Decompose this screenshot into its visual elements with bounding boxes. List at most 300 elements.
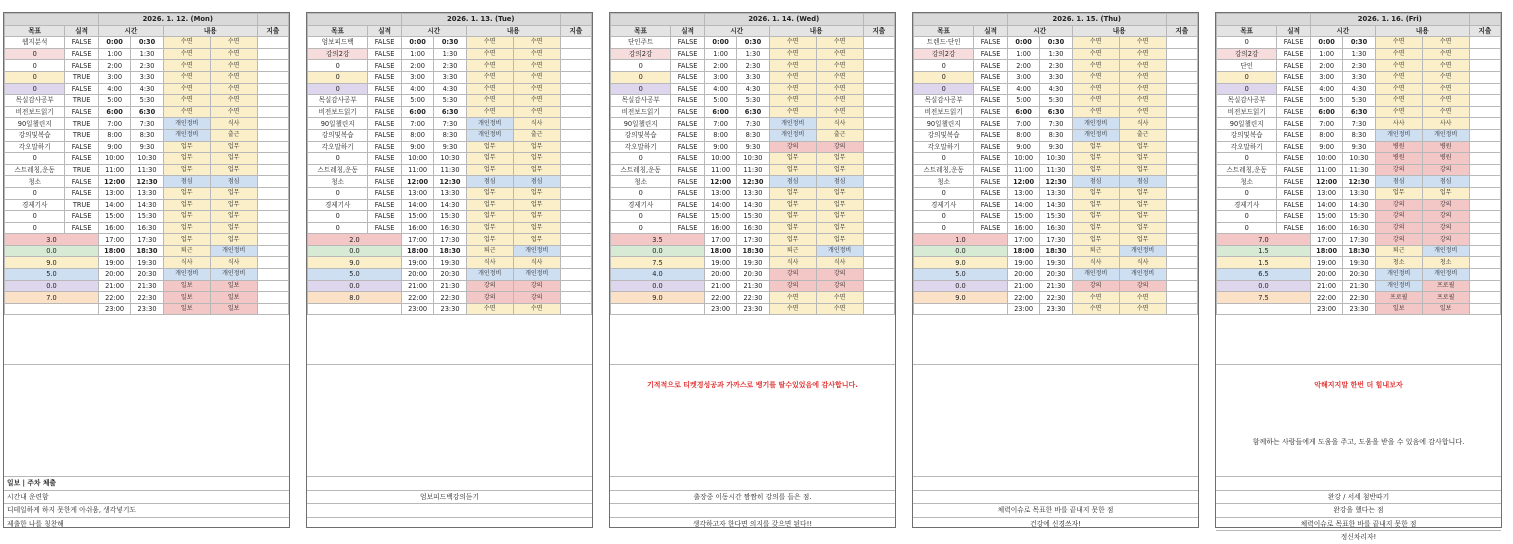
activity-cell[interactable]: 강의 (1422, 211, 1469, 223)
result-checkbox[interactable]: FALSE (65, 106, 99, 118)
activity-cell[interactable]: 수면 (1422, 37, 1469, 49)
activity-cell[interactable]: 개인정비 (163, 129, 210, 141)
activity-cell[interactable]: 퇴근 (163, 245, 210, 257)
goal-cell[interactable]: 0 (914, 211, 974, 223)
excess-cell[interactable] (560, 234, 591, 246)
excess-cell[interactable] (560, 95, 591, 107)
excess-cell[interactable] (560, 60, 591, 72)
excess-cell[interactable] (863, 222, 894, 234)
goal-cell[interactable]: 강의2강 (914, 48, 974, 60)
activity-cell[interactable]: 업무 (210, 199, 257, 211)
excess-cell[interactable] (1166, 269, 1197, 281)
activity-cell[interactable]: 업무 (1072, 211, 1119, 223)
activity-cell[interactable]: 강의 (466, 280, 513, 292)
result-checkbox[interactable]: FALSE (65, 83, 99, 95)
excess-cell[interactable] (863, 187, 894, 199)
activity-cell[interactable]: 업무 (816, 199, 863, 211)
result-checkbox[interactable]: FALSE (1277, 164, 1311, 176)
activity-cell[interactable]: 개인정비 (1072, 269, 1119, 281)
activity-cell[interactable]: 업무 (466, 164, 513, 176)
goal-cell[interactable]: 0 (611, 71, 671, 83)
goal-cell[interactable]: 목실감사공부 (611, 95, 671, 107)
activity-cell[interactable]: 업무 (816, 211, 863, 223)
activity-cell[interactable]: 업무 (210, 234, 257, 246)
activity-cell[interactable]: 점심 (769, 176, 816, 188)
activity-cell[interactable]: 수면 (1119, 95, 1166, 107)
activity-cell[interactable]: 개인정비 (1422, 129, 1469, 141)
excess-cell[interactable] (1469, 199, 1500, 211)
activity-cell[interactable]: 수면 (816, 48, 863, 60)
activity-cell[interactable]: 수면 (1119, 60, 1166, 72)
activity-cell[interactable]: 업무 (466, 234, 513, 246)
activity-cell[interactable]: 업무 (769, 199, 816, 211)
result-checkbox[interactable]: FALSE (671, 211, 705, 223)
excess-cell[interactable] (863, 48, 894, 60)
excess-cell[interactable] (257, 269, 288, 281)
activity-cell[interactable]: 업무 (466, 199, 513, 211)
activity-cell[interactable]: 강의 (1422, 199, 1469, 211)
result-checkbox[interactable]: FALSE (368, 176, 402, 188)
note-line[interactable] (913, 490, 1198, 504)
note-line[interactable] (610, 503, 895, 517)
result-checkbox[interactable]: FALSE (671, 95, 705, 107)
excess-cell[interactable] (1469, 153, 1500, 165)
result-checkbox[interactable]: FALSE (368, 118, 402, 130)
activity-cell[interactable]: 일보 (163, 280, 210, 292)
result-checkbox[interactable]: FALSE (671, 222, 705, 234)
excess-cell[interactable] (1166, 106, 1197, 118)
activity-cell[interactable]: 퇴근 (1072, 245, 1119, 257)
excess-cell[interactable] (560, 199, 591, 211)
goal-cell[interactable]: 강의및복습 (611, 129, 671, 141)
goal-cell[interactable]: 0 (914, 83, 974, 95)
goal-cell[interactable]: 0 (1217, 153, 1277, 165)
excess-cell[interactable] (863, 129, 894, 141)
activity-cell[interactable]: 점심 (210, 176, 257, 188)
result-checkbox[interactable]: FALSE (1277, 153, 1311, 165)
result-checkbox[interactable]: FALSE (671, 37, 705, 49)
activity-cell[interactable]: 수면 (1072, 95, 1119, 107)
excess-cell[interactable] (1469, 129, 1500, 141)
goal-cell[interactable]: 0 (611, 187, 671, 199)
goal-cell[interactable]: 0 (5, 60, 65, 72)
activity-cell[interactable]: 개인정비 (1119, 245, 1166, 257)
result-checkbox[interactable]: FALSE (368, 153, 402, 165)
activity-cell[interactable]: 수면 (816, 106, 863, 118)
goal-cell[interactable]: 90일챌린지 (308, 118, 368, 130)
result-checkbox[interactable]: FALSE (1277, 176, 1311, 188)
result-checkbox[interactable]: FALSE (671, 106, 705, 118)
result-checkbox[interactable]: FALSE (65, 48, 99, 60)
excess-cell[interactable] (1166, 303, 1197, 315)
activity-cell[interactable]: 식사 (163, 257, 210, 269)
excess-cell[interactable] (560, 176, 591, 188)
activity-cell[interactable]: 수면 (816, 83, 863, 95)
goal-cell[interactable]: 0 (308, 71, 368, 83)
goal-cell[interactable]: 비전보드읽기 (1217, 106, 1277, 118)
result-checkbox[interactable]: FALSE (671, 199, 705, 211)
excess-cell[interactable] (1166, 164, 1197, 176)
activity-cell[interactable]: 수면 (1072, 292, 1119, 304)
activity-cell[interactable]: 수면 (163, 48, 210, 60)
note-line[interactable]: 출장중 이동시간 짬짬히 강의를 들은 점. (610, 490, 895, 504)
activity-cell[interactable]: 수면 (1072, 37, 1119, 49)
excess-cell[interactable] (863, 95, 894, 107)
goal-cell[interactable]: 강의및복습 (308, 129, 368, 141)
excess-cell[interactable] (1166, 118, 1197, 130)
result-checkbox[interactable]: FALSE (974, 187, 1008, 199)
activity-cell[interactable]: 강의 (1375, 222, 1422, 234)
goal-cell[interactable]: 경제기사 (914, 199, 974, 211)
result-checkbox[interactable]: FALSE (1277, 129, 1311, 141)
excess-cell[interactable] (863, 280, 894, 292)
activity-cell[interactable]: 업무 (163, 222, 210, 234)
activity-cell[interactable]: 개인정비 (466, 129, 513, 141)
activity-cell[interactable]: 출근 (1119, 129, 1166, 141)
note-line[interactable] (307, 517, 592, 531)
activity-cell[interactable]: 업무 (1119, 153, 1166, 165)
activity-cell[interactable]: 업무 (1072, 234, 1119, 246)
activity-cell[interactable]: 개인정비 (513, 269, 560, 281)
activity-cell[interactable]: 수면 (1375, 60, 1422, 72)
goal-cell[interactable]: 0 (5, 71, 65, 83)
activity-cell[interactable]: 업무 (513, 211, 560, 223)
activity-cell[interactable]: 강의 (1422, 222, 1469, 234)
goal-cell[interactable]: 0 (5, 187, 65, 199)
activity-cell[interactable]: 수면 (163, 106, 210, 118)
activity-cell[interactable]: 수면 (466, 71, 513, 83)
excess-cell[interactable] (1166, 71, 1197, 83)
excess-cell[interactable] (863, 118, 894, 130)
goal-cell[interactable]: 단인주트 (611, 37, 671, 49)
excess-cell[interactable] (257, 60, 288, 72)
activity-cell[interactable]: 수면 (1375, 48, 1422, 60)
excess-cell[interactable] (1469, 48, 1500, 60)
activity-cell[interactable]: 업무 (210, 141, 257, 153)
result-checkbox[interactable]: FALSE (974, 176, 1008, 188)
activity-cell[interactable]: 업무 (513, 187, 560, 199)
goal-cell[interactable]: 0 (1217, 71, 1277, 83)
goal-cell[interactable]: 0 (611, 222, 671, 234)
goal-cell[interactable]: 0 (5, 211, 65, 223)
activity-cell[interactable]: 수면 (466, 60, 513, 72)
activity-cell[interactable]: 업무 (1119, 222, 1166, 234)
activity-cell[interactable]: 수면 (466, 95, 513, 107)
excess-cell[interactable] (1166, 211, 1197, 223)
goal-cell[interactable]: 강의및복습 (5, 129, 65, 141)
excess-cell[interactable] (1166, 176, 1197, 188)
excess-cell[interactable] (863, 164, 894, 176)
goal-cell[interactable]: 청소 (611, 176, 671, 188)
activity-cell[interactable]: 수면 (513, 71, 560, 83)
activity-cell[interactable]: 수면 (1422, 71, 1469, 83)
activity-cell[interactable]: 강의 (466, 292, 513, 304)
excess-cell[interactable] (863, 257, 894, 269)
activity-cell[interactable]: 수면 (513, 60, 560, 72)
excess-cell[interactable] (257, 48, 288, 60)
goal-cell[interactable]: 0 (308, 83, 368, 95)
excess-cell[interactable] (1166, 292, 1197, 304)
goal-cell[interactable]: 0 (914, 153, 974, 165)
activity-cell[interactable]: 수면 (1072, 303, 1119, 315)
activity-cell[interactable]: 수면 (513, 83, 560, 95)
activity-cell[interactable]: 식사 (816, 118, 863, 130)
activity-cell[interactable]: 개인정비 (1422, 245, 1469, 257)
activity-cell[interactable]: 퇴근 (466, 245, 513, 257)
activity-cell[interactable]: 출근 (816, 129, 863, 141)
activity-cell[interactable]: 업무 (769, 234, 816, 246)
excess-cell[interactable] (1166, 153, 1197, 165)
activity-cell[interactable]: 수면 (816, 71, 863, 83)
activity-cell[interactable]: 개인정비 (466, 118, 513, 130)
activity-cell[interactable]: 사사 (1375, 118, 1422, 130)
activity-cell[interactable]: 식사 (466, 257, 513, 269)
result-checkbox[interactable]: FALSE (65, 176, 99, 188)
activity-cell[interactable]: 수면 (1119, 37, 1166, 49)
excess-cell[interactable] (257, 234, 288, 246)
goal-cell[interactable]: 엄보피드백 (308, 37, 368, 49)
activity-cell[interactable]: 점심 (1375, 176, 1422, 188)
activity-cell[interactable]: 수면 (1119, 106, 1166, 118)
activity-cell[interactable]: 업무 (1119, 187, 1166, 199)
activity-cell[interactable]: 업무 (769, 153, 816, 165)
activity-cell[interactable]: 일보 (163, 292, 210, 304)
activity-cell[interactable]: 업무 (1072, 199, 1119, 211)
result-checkbox[interactable]: FALSE (671, 83, 705, 95)
activity-cell[interactable]: 업무 (513, 222, 560, 234)
activity-cell[interactable]: 일보 (1375, 303, 1422, 315)
result-checkbox[interactable]: FALSE (368, 71, 402, 83)
activity-cell[interactable]: 강의 (1375, 164, 1422, 176)
result-checkbox[interactable]: FALSE (671, 187, 705, 199)
excess-cell[interactable] (257, 211, 288, 223)
activity-cell[interactable]: 수면 (1375, 106, 1422, 118)
excess-cell[interactable] (1166, 199, 1197, 211)
activity-cell[interactable]: 업무 (513, 199, 560, 211)
excess-cell[interactable] (863, 303, 894, 315)
activity-cell[interactable]: 수면 (769, 48, 816, 60)
excess-cell[interactable] (257, 37, 288, 49)
activity-cell[interactable]: 강의 (816, 269, 863, 281)
activity-cell[interactable]: 점심 (1119, 176, 1166, 188)
activity-cell[interactable]: 강의 (769, 280, 816, 292)
result-checkbox[interactable]: TRUE (65, 164, 99, 176)
activity-cell[interactable]: 일보 (163, 303, 210, 315)
result-checkbox[interactable]: TRUE (65, 199, 99, 211)
result-checkbox[interactable]: FALSE (1277, 71, 1311, 83)
activity-cell[interactable]: 수면 (466, 83, 513, 95)
excess-cell[interactable] (257, 141, 288, 153)
result-checkbox[interactable]: FALSE (1277, 141, 1311, 153)
activity-cell[interactable]: 업무 (1072, 222, 1119, 234)
result-checkbox[interactable]: FALSE (671, 141, 705, 153)
activity-cell[interactable]: 병원 (1422, 153, 1469, 165)
activity-cell[interactable]: 개인정비 (163, 269, 210, 281)
activity-cell[interactable]: 식사 (1072, 257, 1119, 269)
result-checkbox[interactable]: FALSE (1277, 37, 1311, 49)
activity-cell[interactable]: 업무 (513, 141, 560, 153)
result-checkbox[interactable]: FALSE (368, 187, 402, 199)
excess-cell[interactable] (1469, 141, 1500, 153)
activity-cell[interactable]: 업무 (210, 164, 257, 176)
activity-cell[interactable]: 수면 (1072, 48, 1119, 60)
activity-cell[interactable]: 수면 (210, 37, 257, 49)
excess-cell[interactable] (1469, 60, 1500, 72)
result-checkbox[interactable]: FALSE (65, 222, 99, 234)
goal-cell[interactable]: 0 (611, 153, 671, 165)
excess-cell[interactable] (257, 106, 288, 118)
result-checkbox[interactable]: FALSE (65, 153, 99, 165)
goal-cell[interactable]: 비전보드읽기 (308, 106, 368, 118)
goal-cell[interactable]: 0 (1217, 211, 1277, 223)
goal-cell[interactable]: 비전보드읽기 (914, 106, 974, 118)
excess-cell[interactable] (257, 95, 288, 107)
activity-cell[interactable]: 수면 (1422, 83, 1469, 95)
activity-cell[interactable]: 개인정비 (1072, 129, 1119, 141)
excess-cell[interactable] (863, 199, 894, 211)
excess-cell[interactable] (257, 280, 288, 292)
excess-cell[interactable] (1469, 222, 1500, 234)
goal-cell[interactable]: 강의및복습 (1217, 129, 1277, 141)
excess-cell[interactable] (560, 37, 591, 49)
activity-cell[interactable]: 개인정비 (210, 269, 257, 281)
excess-cell[interactable] (863, 37, 894, 49)
goal-cell[interactable]: 비전보드읽기 (611, 106, 671, 118)
activity-cell[interactable]: 수면 (1119, 48, 1166, 60)
result-checkbox[interactable]: FALSE (368, 164, 402, 176)
note-line[interactable]: 생각하고자 한다면 의지를 갖으면 된다!! (610, 517, 895, 531)
result-checkbox[interactable]: FALSE (65, 211, 99, 223)
goal-cell[interactable]: 0 (5, 222, 65, 234)
excess-cell[interactable] (560, 164, 591, 176)
goal-cell[interactable]: 0 (914, 71, 974, 83)
result-checkbox[interactable]: TRUE (65, 129, 99, 141)
activity-cell[interactable]: 수면 (466, 37, 513, 49)
result-checkbox[interactable]: FALSE (974, 60, 1008, 72)
activity-cell[interactable]: 청소 (1422, 257, 1469, 269)
excess-cell[interactable] (560, 211, 591, 223)
excess-cell[interactable] (863, 153, 894, 165)
note-line[interactable]: 제출한 나를 칭찬해 (4, 517, 289, 531)
activity-cell[interactable]: 업무 (513, 164, 560, 176)
activity-cell[interactable]: 업무 (513, 234, 560, 246)
excess-cell[interactable] (257, 245, 288, 257)
goal-cell[interactable]: 경제기사 (308, 199, 368, 211)
activity-cell[interactable]: 업무 (816, 164, 863, 176)
result-checkbox[interactable]: FALSE (368, 129, 402, 141)
result-checkbox[interactable]: FALSE (1277, 187, 1311, 199)
activity-cell[interactable]: 병원 (1375, 141, 1422, 153)
goal-cell[interactable]: 0 (308, 60, 368, 72)
excess-cell[interactable] (560, 280, 591, 292)
activity-cell[interactable]: 개인정비 (1375, 129, 1422, 141)
excess-cell[interactable] (1469, 292, 1500, 304)
goal-cell[interactable]: 각오말하기 (308, 141, 368, 153)
result-checkbox[interactable]: FALSE (974, 106, 1008, 118)
activity-cell[interactable]: 업무 (769, 187, 816, 199)
goal-cell[interactable]: 90일챌린지 (611, 118, 671, 130)
result-checkbox[interactable]: FALSE (368, 106, 402, 118)
goal-cell[interactable]: 스트레칭,운동 (1217, 164, 1277, 176)
activity-cell[interactable]: 강의 (769, 269, 816, 281)
activity-cell[interactable]: 수면 (769, 292, 816, 304)
excess-cell[interactable] (1469, 95, 1500, 107)
activity-cell[interactable]: 업무 (210, 211, 257, 223)
result-checkbox[interactable]: TRUE (65, 118, 99, 130)
goal-cell[interactable]: 각오말하기 (611, 141, 671, 153)
goal-cell[interactable]: 0 (914, 222, 974, 234)
goal-cell[interactable]: 0 (308, 187, 368, 199)
excess-cell[interactable] (257, 153, 288, 165)
note-line[interactable]: 시간내 운련함 (4, 490, 289, 504)
activity-cell[interactable]: 식사 (513, 118, 560, 130)
activity-cell[interactable]: 수면 (210, 95, 257, 107)
activity-cell[interactable]: 업무 (466, 222, 513, 234)
excess-cell[interactable] (863, 211, 894, 223)
activity-cell[interactable]: 수면 (1072, 106, 1119, 118)
activity-cell[interactable]: 수면 (513, 303, 560, 315)
excess-cell[interactable] (560, 106, 591, 118)
result-checkbox[interactable]: FALSE (671, 71, 705, 83)
activity-cell[interactable]: 개인정비 (163, 118, 210, 130)
activity-cell[interactable]: 수면 (769, 95, 816, 107)
activity-cell[interactable]: 수면 (1072, 83, 1119, 95)
activity-cell[interactable]: 업무 (466, 211, 513, 223)
excess-cell[interactable] (560, 257, 591, 269)
activity-cell[interactable]: 식사 (1119, 257, 1166, 269)
result-checkbox[interactable]: FALSE (1277, 60, 1311, 72)
activity-cell[interactable]: 업무 (163, 164, 210, 176)
result-checkbox[interactable]: FALSE (974, 222, 1008, 234)
goal-cell[interactable]: 트렌드·단인 (914, 37, 974, 49)
activity-cell[interactable]: 강의 (816, 280, 863, 292)
activity-cell[interactable]: 수면 (466, 303, 513, 315)
excess-cell[interactable] (1166, 60, 1197, 72)
excess-cell[interactable] (257, 176, 288, 188)
goal-cell[interactable]: 각오말하기 (1217, 141, 1277, 153)
result-checkbox[interactable]: FALSE (671, 153, 705, 165)
activity-cell[interactable]: 업무 (1072, 187, 1119, 199)
activity-cell[interactable]: 업무 (1119, 141, 1166, 153)
excess-cell[interactable] (1469, 176, 1500, 188)
excess-cell[interactable] (257, 222, 288, 234)
activity-cell[interactable]: 수면 (1422, 95, 1469, 107)
excess-cell[interactable] (1469, 187, 1500, 199)
excess-cell[interactable] (560, 245, 591, 257)
goal-cell[interactable]: 청소 (914, 176, 974, 188)
activity-cell[interactable]: 수면 (1422, 60, 1469, 72)
excess-cell[interactable] (257, 118, 288, 130)
activity-cell[interactable]: 수면 (1375, 71, 1422, 83)
result-checkbox[interactable]: FALSE (671, 48, 705, 60)
excess-cell[interactable] (863, 245, 894, 257)
activity-cell[interactable]: 업무 (163, 153, 210, 165)
activity-cell[interactable]: 강의 (1375, 211, 1422, 223)
activity-cell[interactable]: 수면 (769, 106, 816, 118)
goal-cell[interactable]: 단인 (1217, 60, 1277, 72)
note-line[interactable] (610, 476, 895, 490)
activity-cell[interactable]: 업무 (769, 211, 816, 223)
excess-cell[interactable] (257, 164, 288, 176)
activity-cell[interactable]: 업무 (1375, 187, 1422, 199)
activity-cell[interactable]: 개인정비 (1375, 269, 1422, 281)
activity-cell[interactable]: 강의 (1072, 280, 1119, 292)
excess-cell[interactable] (560, 71, 591, 83)
activity-cell[interactable]: 강의 (1375, 234, 1422, 246)
goal-cell[interactable]: 0 (308, 222, 368, 234)
result-checkbox[interactable]: FALSE (368, 95, 402, 107)
excess-cell[interactable] (560, 129, 591, 141)
